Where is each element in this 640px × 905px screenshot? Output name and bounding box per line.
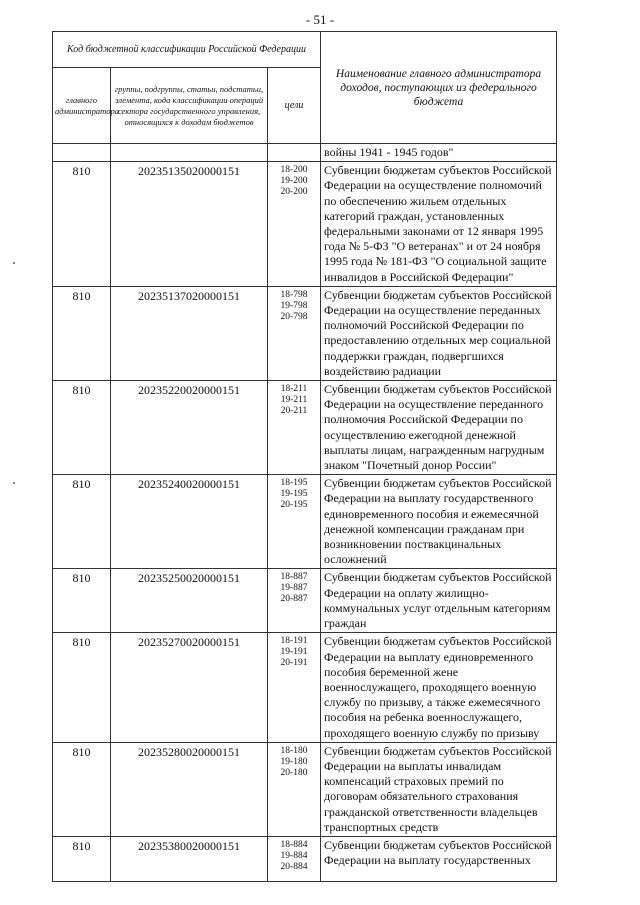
goal-code: 18-180 [280,745,308,756]
classification-code-cell: 20235380020000151 [111,836,268,881]
administrator-name-cell: Субвенции бюджетам субъектов Российской Федерации на выплату государственных [321,836,557,881]
administrator-name-cell: Субвенции бюджетам субъектов Российской Федерации на осуществление переданных полномочий Российской Федерации по предоставлению отдельных мер социальной поддержки граждан, подвергшихся воздействию радиации [321,286,557,380]
classification-code-cell: 20235220020000151 [111,381,268,475]
page-number: - 51 - [305,12,335,27]
goals-cell [268,742,321,836]
continuation-name-cell: войны 1941 - 1945 годов" [321,144,557,162]
admin-code-cell: 810 [53,162,111,287]
goals-cell [268,836,321,881]
goals-cell [268,286,321,380]
classification-code-cell: 20235135020000151 [111,162,268,287]
header-group-title: Код бюджетной классификации Российской Федерации [53,32,321,68]
goals-cell [268,475,321,569]
table-row [53,633,557,742]
table-row [53,742,557,836]
admin-code-cell: 810 [53,742,111,836]
goal-code: 20-211 [280,406,308,417]
classification-code-cell: 20235280020000151 [111,742,268,836]
admin-code-cell: 810 [53,286,111,380]
goal-code: 19-798 [280,300,308,311]
goals-cell [268,633,321,742]
goal-code: 19-884 [280,850,308,861]
admin-code-cell: 810 [53,633,111,742]
goals-cell [268,162,321,287]
administrator-name-cell: Субвенции бюджетам субъектов Российской Федерации на выплату государственного единовременного пособия и ежемесячной денежной компенсации гражданам при возникновении поствакцинальных осложнений [321,475,557,569]
budget-classification-table [52,31,557,882]
goal-code: 19-200 [280,176,308,187]
goal-code: 20-191 [280,658,308,669]
table-row [53,569,557,633]
administrator-name-cell: Субвенции бюджетам субъектов Российской Федерации на оплату жилищно-коммунальных услуг отдельным категориям граждан [321,569,557,633]
goals-cell [268,569,321,633]
administrator-name-cell: Субвенции бюджетам субъектов Российской Федерации на выплату единовременного пособия беременной жене военнослужащего, проходящего военную службу по призыву, а также ежемесячного пособия на ребенка военнослужащего, проходящего военную службу по призыву [321,633,557,742]
classification-code-cell: 20235250020000151 [111,569,268,633]
admin-code-cell: 810 [53,381,111,475]
goal-code: 19-180 [280,756,308,767]
goal-code: 18-191 [280,636,308,647]
continuation-code-cell [111,144,268,162]
goal-code: 18-798 [280,289,308,300]
goal-code: 20-200 [280,187,308,198]
admin-code-cell: 810 [53,475,111,569]
header-goals-column: цели [268,68,321,144]
administrator-name-cell: Субвенции бюджетам субъектов Российской Федерации на осуществление полномочий по обеспечению жильем отдельных категорий граждан, установленных федеральными законами от 12 января 1995 года № 5-ФЗ "О ветеранах" и от 24 ноября 1995 года № 181-ФЗ "О социальной защите инвалидов в Российской Федерации" [321,162,557,287]
table-row [53,381,557,475]
goal-code: 18-195 [280,478,308,489]
goal-code: 20-180 [280,767,308,778]
admin-code-cell: 810 [53,569,111,633]
goal-code: 18-884 [280,839,308,850]
administrator-name-cell: Субвенции бюджетам субъектов Российской Федерации на выплаты инвалидам компенсаций страховых премий по договорам обязательного страхования гражданской ответственности владельцев транспортных средств [321,742,557,836]
administrator-name-cell: Субвенции бюджетам субъектов Российской Федерации на осуществление переданного полномочия Российской Федерации по осуществлению ежегодной денежной выплаты лицам, награжденным нагрудным знаком "Почетный донор России" [321,381,557,475]
continuation-goals-cell [268,144,321,162]
classification-code-cell: 20235270020000151 [111,633,268,742]
header-groups-column: группы, подгруппы, статьи, подстатьи, элемента, кода классификации операций сектора государственного управления, относящихся к доходам бюджетов [111,68,268,144]
goal-code: 20-195 [280,500,308,511]
table-row [53,475,557,569]
goal-code: 18-200 [280,165,308,176]
goal-code: 20-887 [280,594,308,605]
admin-code-cell: 810 [53,836,111,881]
goal-code: 19-191 [280,647,308,658]
header-name-column: Наименование главного администратора доходов, поступающих из федерального бюджета [321,32,557,144]
goal-code: 19-195 [280,489,308,500]
goal-code: 19-887 [280,583,308,594]
header-admin-column: главного администратора [53,68,111,144]
goal-code: 18-211 [280,384,308,395]
goals-cell [268,381,321,475]
classification-code-cell: 20235137020000151 [111,286,268,380]
table-row [53,836,557,881]
scan-speck [13,482,15,484]
goal-code: 18-887 [280,572,308,583]
continuation-row [53,144,557,162]
scan-speck [13,262,15,264]
classification-code-cell: 20235240020000151 [111,475,268,569]
table-row [53,162,557,287]
goal-code: 19-211 [280,395,308,406]
continuation-admin-cell [53,144,111,162]
goal-code: 20-884 [280,861,308,872]
goal-code: 20-798 [280,311,308,322]
table-row [53,286,557,380]
